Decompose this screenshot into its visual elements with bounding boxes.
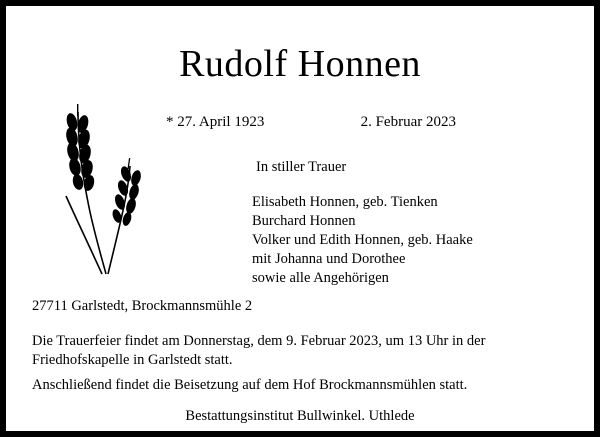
life-dates <box>166 114 456 131</box>
address-line: 27711 Garlstedt, Brockmannsmühle 2 <box>32 298 253 314</box>
list-item: sowie alle Angehörigen <box>252 270 389 286</box>
list-item: Volker und Edith Honnen, geb. Haake <box>252 232 473 248</box>
wheat-ears-icon <box>44 104 154 279</box>
funeral-home: Bestattungsinstitut Bullwinkel. Uthlede <box>185 408 415 424</box>
page-title: Rudolf Honnen <box>179 43 421 85</box>
obituary-card <box>6 6 594 431</box>
service-details: Die Trauerfeier findet am Donnerstag, dem 9. Februar 2023, um 13 Uhr in der Friedhofskapelle in Garlstedt statt. <box>32 333 486 368</box>
mourning-lead: In stiller Trauer <box>256 159 347 175</box>
list-item: Burchard Honnen <box>252 213 356 229</box>
list-item: Elisabeth Honnen, geb. Tienken <box>252 194 438 210</box>
birth-date: * 27. April 1923 <box>166 114 265 130</box>
death-date: 2. Februar 2023 <box>360 114 456 130</box>
list-item: mit Johanna und Dorothee <box>252 251 406 267</box>
burial-details: Anschließend findet die Beisetzung auf dem Hof Brockmannsmühlen statt. <box>32 377 468 393</box>
mourning-block <box>252 158 473 288</box>
